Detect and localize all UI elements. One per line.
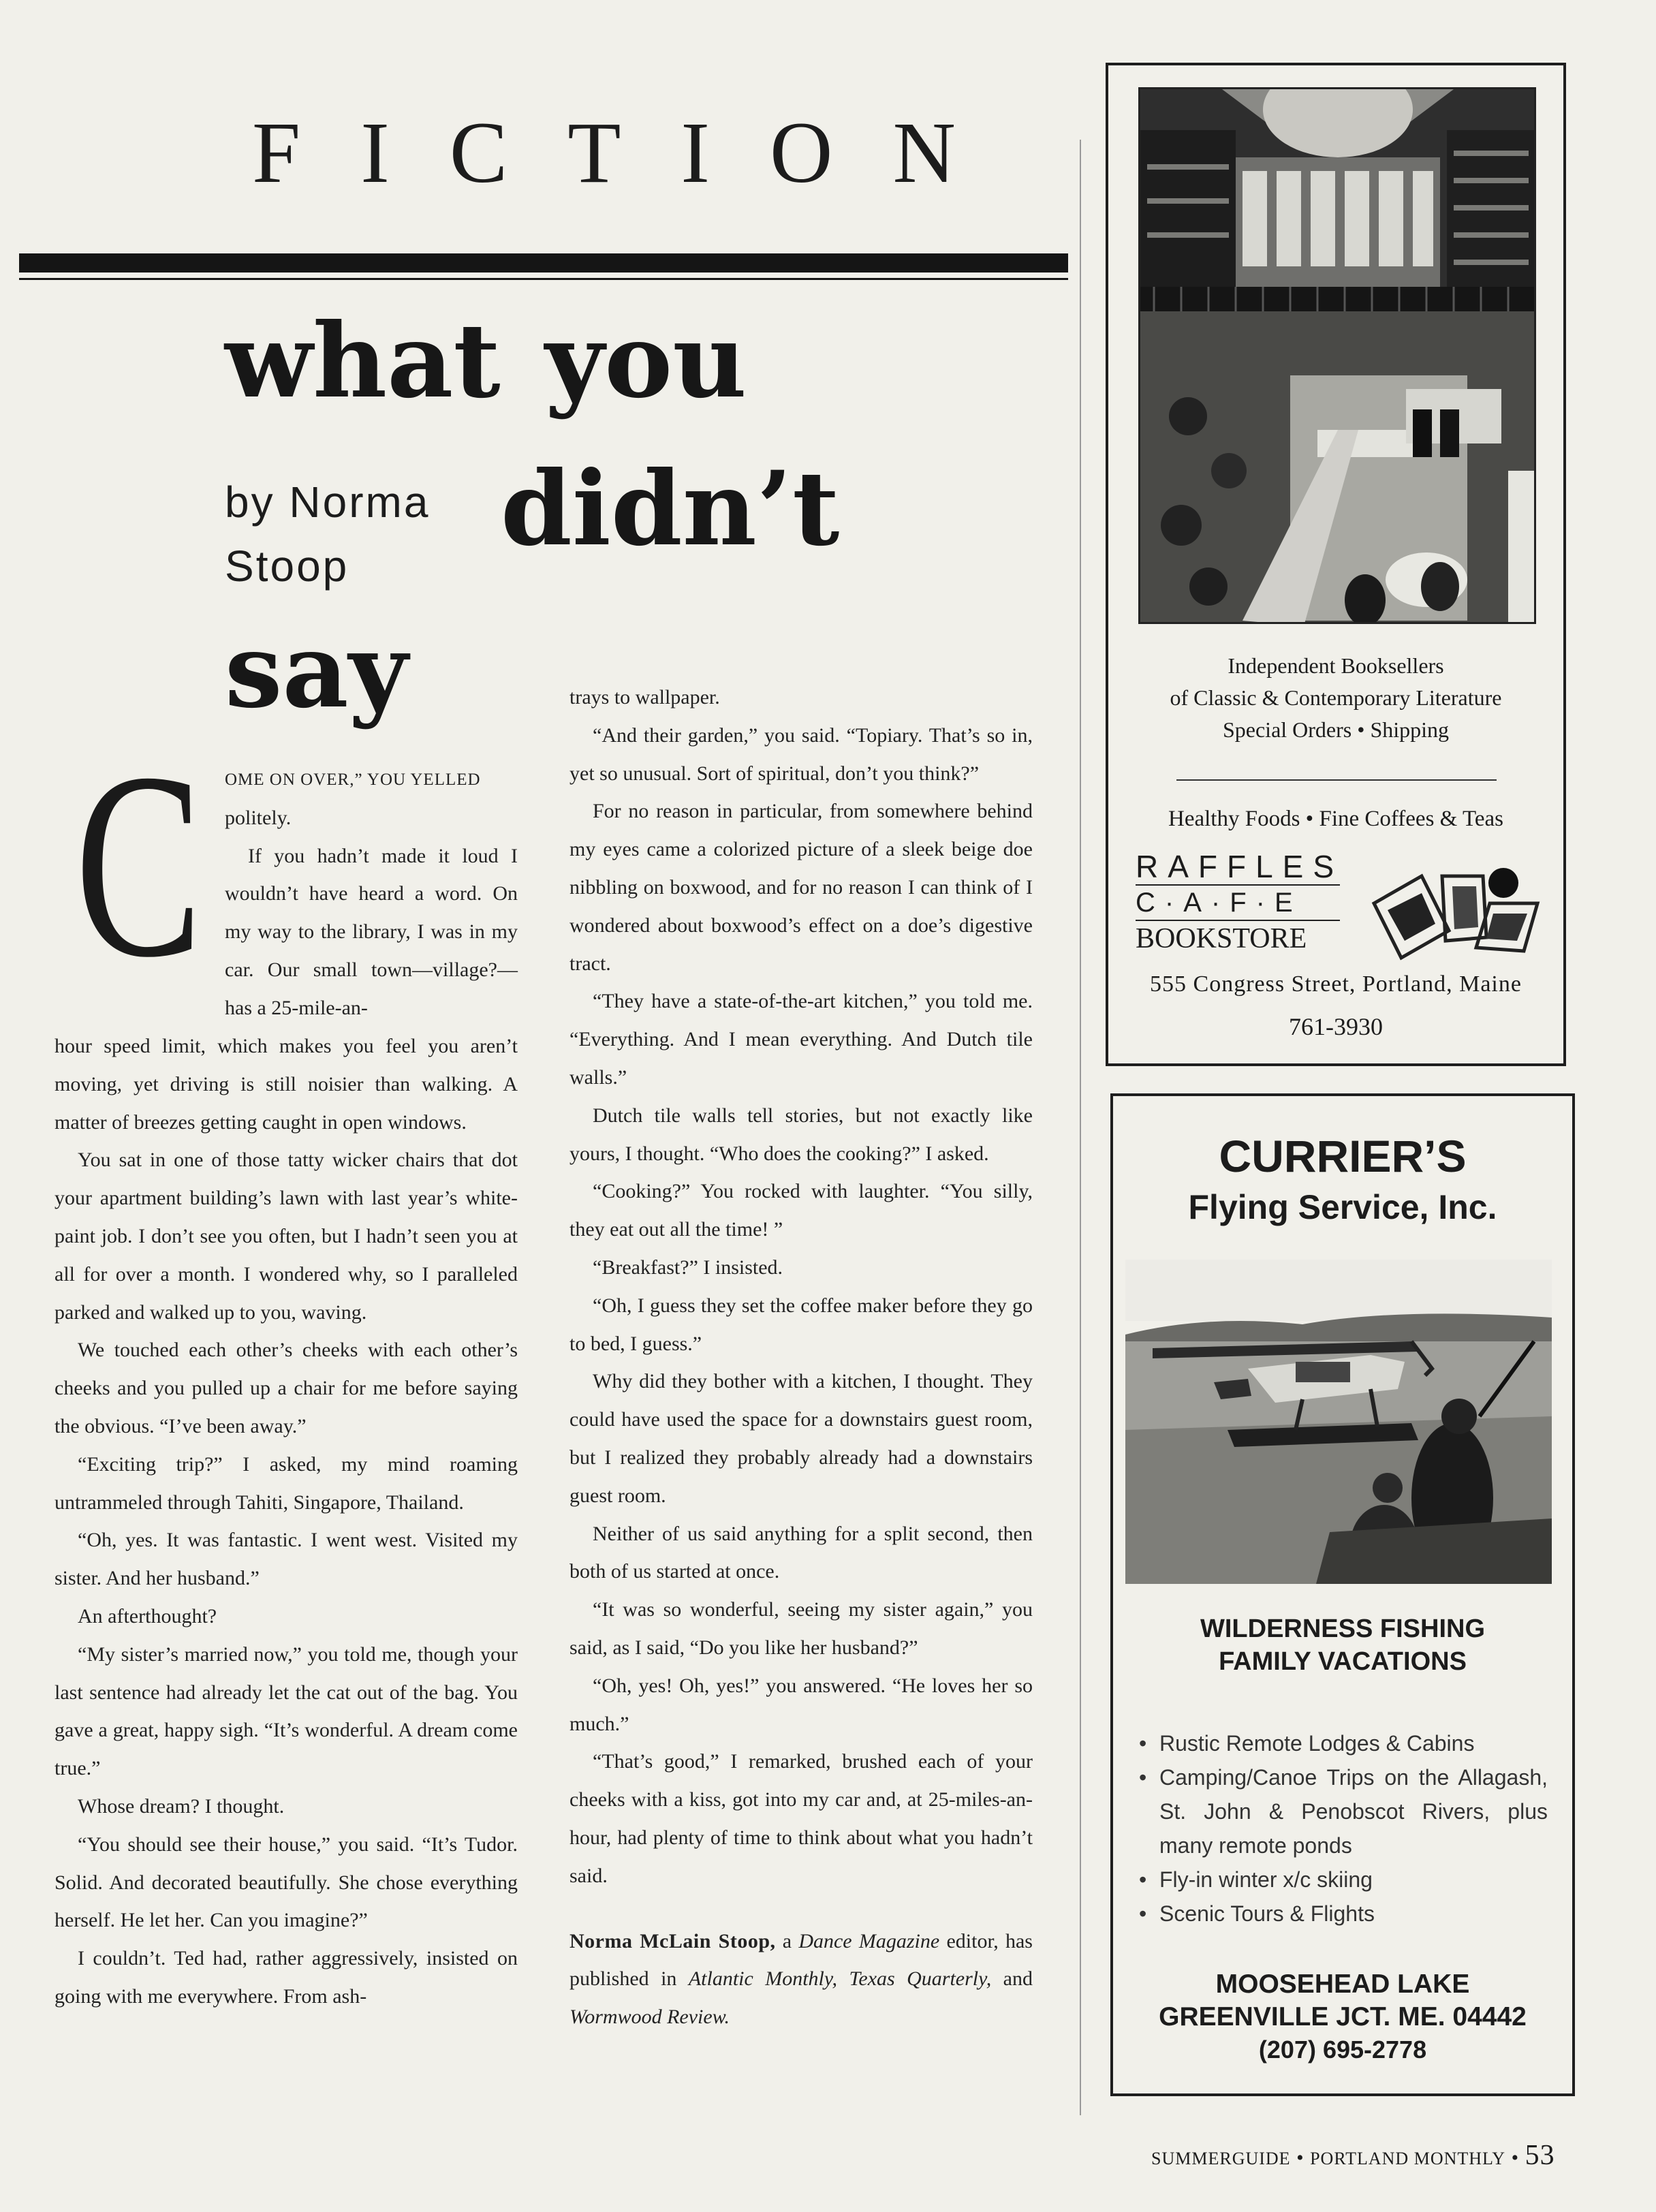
books-logo-icon bbox=[1367, 862, 1544, 965]
byline-line-2: Stoop bbox=[225, 542, 349, 591]
col2-paragraph: “Breakfast?” I insisted. bbox=[593, 1256, 783, 1279]
headline-word-what: what bbox=[225, 301, 501, 421]
col2-paragraph: “Oh, yes! Oh, yes!” you answered. “He loves her so much.” bbox=[569, 1674, 1033, 1735]
raffles-ad bbox=[1106, 63, 1566, 1066]
bio-text: a bbox=[775, 1929, 799, 1952]
byline-line-1: by Norma bbox=[225, 478, 431, 527]
col2-paragraph: “They have a state-of-the-art kitchen,” you told me. “Everything. And I mean everything. And Dutch tile walls.” bbox=[569, 990, 1033, 1089]
raffles-line-4: Healthy Foods • Fine Coffees & Teas bbox=[1168, 807, 1503, 831]
bio-publication-last: Wormwood Review. bbox=[569, 2006, 730, 2029]
service-item: • Camping/Canoe Trips on the Allagash, St. John & Penobscot Rivers, plus many remote ponds bbox=[1139, 1760, 1548, 1863]
byline bbox=[225, 470, 484, 598]
bullet-icon: • bbox=[1139, 1765, 1147, 1790]
col1-paragraph: We touched each other’s cheeks with each other’s cheeks and you pulled up a chair for me before saying the obvious. “I’ve been away.” bbox=[54, 1339, 518, 1437]
curriers-services bbox=[1139, 1726, 1548, 1931]
curriers-ad bbox=[1110, 1093, 1575, 2096]
col2-paragraph: Neither of us said anything for a split second, then both of us started at once. bbox=[569, 1522, 1033, 1583]
col1-paragraph: hour speed limit, which makes you feel you aren’t moving, yet driving is still noisier than walking. A matter of breezes getting caught in open windows. bbox=[54, 1035, 518, 1134]
opening-rest: politely. bbox=[225, 806, 292, 829]
bio-text: and bbox=[991, 1967, 1033, 1991]
col1-paragraph: An afterthought? bbox=[78, 1604, 217, 1627]
footer-magazine: PORTLAND MONTHLY bbox=[1310, 2149, 1506, 2168]
col1-paragraph: “My sister’s married now,” you told me, though your last sentence had already let the cat out of the bag. You gave a great, happy sigh. “It’s wonderful. A dream come true.” bbox=[54, 1642, 518, 1780]
raffles-phone: 761-3930 bbox=[1289, 1013, 1383, 1040]
headline-word-you: you bbox=[545, 301, 747, 421]
bio-text: editor, has published in bbox=[569, 1929, 1033, 1991]
col2-paragraph: “Oh, I guess they set the coffee maker before they go to bed, I guess.” bbox=[569, 1294, 1033, 1355]
col2-paragraph: trays to wallpaper. bbox=[569, 686, 720, 708]
header-rule-thin bbox=[19, 278, 1068, 280]
raffles-logo-text bbox=[1136, 849, 1360, 956]
curriers-subtitle: Flying Service, Inc. bbox=[1188, 1188, 1497, 1226]
raffles-line-3: Special Orders • Shipping bbox=[1222, 717, 1450, 742]
bio-publications: Atlantic Monthly, Texas Quarterly, bbox=[688, 1967, 992, 1991]
col1-paragraph: Whose dream? I thought. bbox=[78, 1794, 285, 1818]
col2-paragraph: For no reason in particular, from somewhere behind my eyes came a colorized picture of a sleek beige doe nibbling on boxwood, and for no reason I can think of I wondered about boxwood’s effect on a doe’s digestive tract. bbox=[569, 800, 1033, 975]
raffles-logo-icon bbox=[1367, 862, 1544, 965]
header-rule bbox=[19, 253, 1068, 272]
drop-cap: C bbox=[75, 718, 203, 1012]
curriers-heading-2: FAMILY VACATIONS bbox=[1219, 1647, 1467, 1676]
curriers-phone: (207) 695-2778 bbox=[1258, 2036, 1427, 2063]
column-divider bbox=[1080, 140, 1081, 2115]
col2-paragraph: Why did they bother with a kitchen, I thought. They could have used the space for a downstairs guest room, but I realized they probably already had a downstairs guest room. bbox=[569, 1370, 1033, 1507]
raffles-address: 555 Congress Street, Portland, Maine bbox=[1150, 971, 1522, 997]
raffles-logo-raffles: RAFFLES bbox=[1136, 849, 1344, 884]
col2-paragraph: “And their garden,” you said. “Topiary. That’s so in, yet so unusual. Sort of spiritual, don’t you think?” bbox=[569, 723, 1033, 785]
footer-bullet-icon: • bbox=[1511, 2147, 1525, 2169]
curriers-heading bbox=[1113, 1613, 1572, 1678]
col2-paragraph: “It was so wonderful, seeing my sister again,” you said, as I said, “Do you like her husband?” bbox=[569, 1598, 1033, 1659]
col1-paragraph: I couldn’t. Ted had, rather aggressively, insisted on going with me everywhere. From ash- bbox=[54, 1947, 518, 2008]
raffles-logo-bookstore: BOOKSTORE bbox=[1136, 923, 1307, 954]
page-footer bbox=[1151, 2139, 1555, 2172]
col1-paragraph: “Oh, yes. It was fantastic. I went west. Visited my sister. And her husband.” bbox=[54, 1529, 518, 1590]
raffles-line-2: of Classic & Contemporary Literature bbox=[1170, 685, 1502, 710]
headline-word-didnt: didn’t bbox=[501, 449, 840, 569]
service-item: • Rustic Remote Lodges & Cabins bbox=[1139, 1726, 1548, 1760]
story-column-1 bbox=[54, 1027, 518, 2016]
service-item: • Fly-in winter x/c skiing bbox=[1139, 1863, 1548, 1897]
floatplane-photo bbox=[1125, 1260, 1552, 1584]
author-bio bbox=[569, 1922, 1033, 2036]
col1-paragraph: You sat in one of those tatty wicker chairs that dot your apartment building’s lawn with last year’s white-paint job. I don’t see you often, but I hadn’t seen you at all for over a month. I wondered why, so I paralleled parked and walked up to you, waving. bbox=[54, 1149, 518, 1324]
floatplane-image bbox=[1125, 1260, 1552, 1584]
bullet-icon: • bbox=[1139, 1867, 1147, 1892]
story-column-2 bbox=[569, 679, 1033, 2036]
raffles-line-1: Independent Booksellers bbox=[1228, 653, 1444, 678]
curriers-location bbox=[1113, 1968, 1572, 2066]
curriers-name: CURRIER’S bbox=[1219, 1131, 1467, 1181]
raffles-divider bbox=[1176, 779, 1497, 781]
curriers-loc-2: GREENVILLE JCT. ME. 04442 bbox=[1159, 2002, 1527, 2031]
bookstore-interior-image bbox=[1140, 89, 1536, 624]
col2-paragraph: “That’s good,” I remarked, brushed each of your cheeks with a kiss, got into my car and, at 25-miles-an-hour, had plenty of time to think about what you hadn’t said. bbox=[569, 1750, 1033, 1887]
col2-paragraph: Dutch tile walls tell stories, but not exactly like yours, I thought. “Who does the cooking?” I asked. bbox=[569, 1104, 1033, 1165]
bookstore-photo bbox=[1138, 87, 1536, 624]
col1-paragraph: “Exciting trip?” I asked, my mind roaming untrammeled through Tahiti, Singapore, Thailand. bbox=[54, 1452, 518, 1514]
bio-name: Norma McLain Stoop, bbox=[569, 1929, 776, 1952]
curriers-loc-1: MOOSEHEAD LAKE bbox=[1215, 1969, 1470, 1999]
page-number: 53 bbox=[1525, 2140, 1555, 2171]
bullet-icon: • bbox=[1139, 1731, 1147, 1756]
raffles-logo-cafe: C·A·F·E bbox=[1136, 888, 1302, 918]
section-title: FICTION bbox=[252, 104, 1016, 201]
col2-paragraph: “Cooking?” You rocked with laughter. “You silly, they eat out all the time! ” bbox=[569, 1180, 1033, 1241]
story-opening bbox=[225, 760, 518, 1027]
footer-bullet-icon: • bbox=[1296, 2147, 1311, 2169]
service-item: • Scenic Tours & Flights bbox=[1139, 1897, 1548, 1931]
opening-smallcaps: OME ON OVER,” YOU YELLED bbox=[225, 770, 481, 789]
bio-magazine: Dance Magazine bbox=[798, 1929, 940, 1952]
bullet-icon: • bbox=[1139, 1901, 1147, 1926]
opening-paragraph-2: If you hadn’t made it loud I wouldn’t have heard a word. On my way to the library, I was in my car. Our small town—village?—has a 25-mile-an- bbox=[225, 844, 518, 1019]
raffles-tagline bbox=[1108, 650, 1563, 746]
col1-paragraph: “You should see their house,” you said. “It’s Tudor. Solid. And decorated beautifully. She chose everything herself. He let her. Can you imagine?” bbox=[54, 1833, 518, 1932]
headline-word-say: say bbox=[225, 611, 408, 731]
footer-guide: SUMMERGUIDE bbox=[1151, 2149, 1291, 2168]
curriers-heading-1: WILDERNESS FISHING bbox=[1200, 1615, 1486, 1643]
